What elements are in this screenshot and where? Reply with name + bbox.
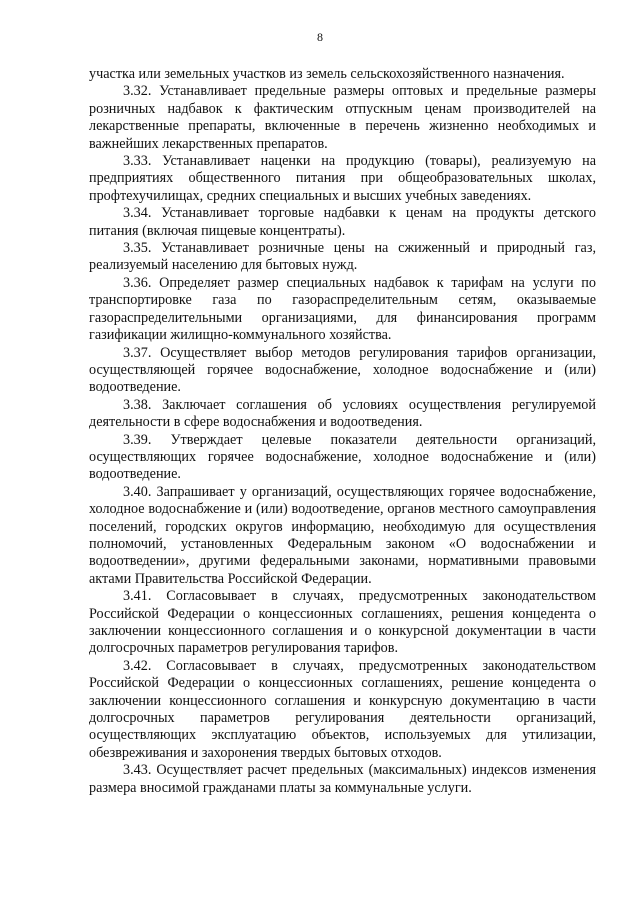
paragraph-3-41: 3.41. Согласовывает в случаях, предусмотренных законодательством Российской Федерации о концессионных соглашениях, решения концедента о заключении концессионного соглашения и о конкурсной документации в части долгосрочных параметров регулирования тарифов. [89,588,596,657]
paragraph-3-43: 3.43. Осуществляет расчет предельных (максимальных) индексов изменения размера вносимой гражданами платы за коммунальные услуги. [89,762,596,796]
paragraph-continuation: участка или земельных участков из земель сельскохозяйственного назначения. [89,66,565,82]
paragraph-3-35: 3.35. Устанавливает розничные цены на сжиженный и природный газ, реализуемый населению для бытовых нужд. [89,240,596,274]
paragraph-3-34: 3.34. Устанавливает торговые надбавки к ценам на продукты детского питания (включая пищевые концентраты). [89,205,596,239]
document-body [89,66,596,797]
paragraph-3-37: 3.37. Осуществляет выбор методов регулирования тарифов организации, осуществляющей горячее водоснабжение, холодное водоснабжение и (или) водоотведение. [89,344,596,396]
page-number: 8 [317,30,323,44]
paragraph-3-36: 3.36. Определяет размер специальных надбавок к тарифам на услуги по транспортировке газа по газораспределительным сетям, оказываемые газораспределительными организациями, для финансирования программ газификации жилищно-коммунального хозяйства. [89,274,596,344]
paragraph-3-42: 3.42. Согласовывает в случаях, предусмотренных законодательством Российской Федерации о концессионных соглашениях, решение концедента о заключении концессионного соглашения и конкурсную документацию в части долгосрочных параметров регулирования деятельности организаций, осуществляющих эксплуатацию объектов, используемых для утилизации, обезвреживания и захоронения твердых бытовых отходов. [89,657,596,761]
paragraph-3-32: 3.32. Устанавливает предельные размеры оптовых и предельные размеры розничных надбавок к фактическим отпускным ценам производителей на лекарственные препараты, включенные в перечень жизненно необходимых и важнейших лекарственных препаратов. [89,83,596,152]
paragraph-3-38: 3.38. Заключает соглашения об условиях осуществления регулируемой деятельности в сфере водоснабжения и водоотведения. [89,396,596,431]
paragraph-3-33: 3.33. Устанавливает наценки на продукцию (товары), реализуемую на предприятиях общественного питания при общеобразовательных школах, профтехучилищах, средних специальных и высших учебных заведениях. [89,153,596,204]
paragraph-3-39: 3.39. Утверждает целевые показатели деятельности организаций, осуществляющих горячее водоснабжение, холодное водоснабжение и (или) водоотведение. [89,431,596,483]
paragraph-3-40: 3.40. Запрашивает у организаций, осуществляющих горячее водоснабжение, холодное водоснабжение и (или) водоотведение, органов местного самоуправления поселений, городских округов информацию, необходимую для осуществления полномочий, установленных Федеральным законом «О водоснабжении и водоотведении», другими федеральными законами, нормативными правовыми актами Правительства Российской Федерации. [89,483,596,587]
